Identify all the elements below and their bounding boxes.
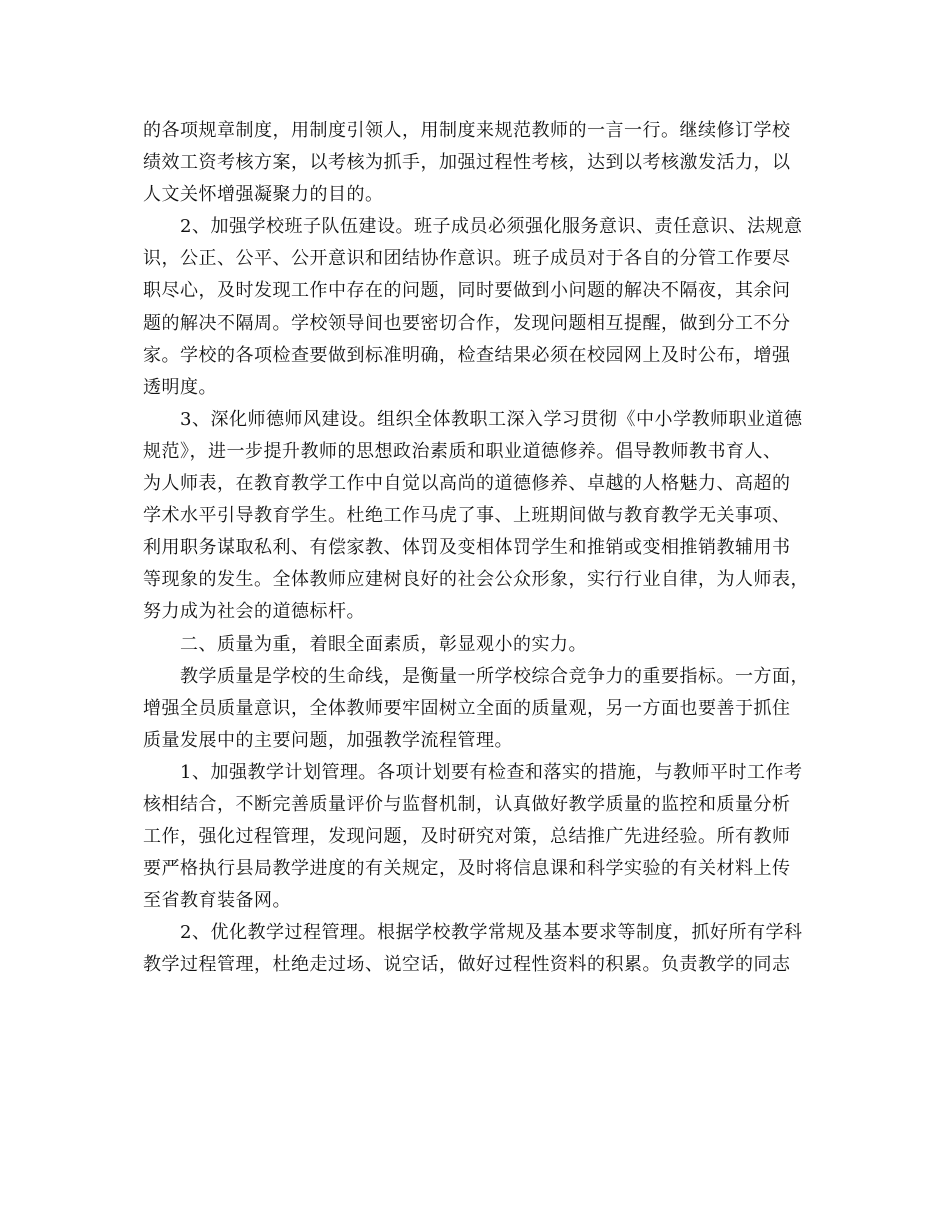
text-line: 规范》，进一步提升教师的思想政治素质和职业道德修养。倡导教师教书育人、 <box>143 440 782 462</box>
text-line: 3、深化师德师风建设。组织全体教职工深入学习贯彻《中小学教师职业道德 <box>180 408 803 430</box>
text-line: 识，公正、公平、公开意识和团结协作意识。班子成员对于各自的分管工作要尽 <box>143 248 791 270</box>
text-line: 努力成为社会的道德标杆。 <box>143 601 365 623</box>
text-line: 要严格执行县局教学进度的有关规定，及时将信息课和科学实验的有关材料上传 <box>143 858 791 880</box>
text-line: 至省教育装备网。 <box>143 890 291 912</box>
text-line: 职尽心，及时发现工作中存在的问题，同时要做到小问题的解决不隔夜，其余问 <box>143 280 791 302</box>
text-line: 教学质量是学校的生命线，是衡量一所学校综合竞争力的重要指标。一方面， <box>180 665 809 687</box>
text-line: 人文关怀增强凝聚力的目的。 <box>143 184 384 206</box>
text-line: 教学过程管理，杜绝走过场、说空话，做好过程性资料的积累。负责教学的同志 <box>143 954 791 976</box>
text-line: 增强全员质量意识，全体教师要牢固树立全面的质量观，另一方面也要善于抓住 <box>143 697 791 719</box>
text-line: 家。学校的各项检查要做到标准明确，检查结果必须在校园网上及时公布，增强 <box>143 344 791 366</box>
text-line: 工作，强化过程管理，发现问题，及时研究对策，总结推广先进经验。所有教师 <box>143 826 791 848</box>
text-line: 二、质量为重，着眼全面素质，彰显观小的实力。 <box>180 633 587 655</box>
text-line: 为人师表，在教育教学工作中自觉以高尚的道德修养、卓越的人格魅力、高超的 <box>143 473 791 495</box>
text-line: 学术水平引导教育学生。杜绝工作马虎了事、上班期间做与教育教学无关事项、 <box>143 505 791 527</box>
text-line: 1、加强教学计划管理。各项计划要有检查和落实的措施，与教师平时工作考 <box>180 761 803 783</box>
text-line: 2、优化教学过程管理。根据学校教学常规及基本要求等制度，抓好所有学科 <box>180 922 803 944</box>
text-line: 绩效工资考核方案，以考核为抓手，加强过程性考核，达到以考核激发活力，以 <box>143 152 791 174</box>
text-line: 质量发展中的主要问题，加强教学流程管理。 <box>143 729 513 751</box>
text-line: 的各项规章制度，用制度引领人，用制度来规范教师的一言一行。继续修订学校 <box>143 120 791 141</box>
text-line: 题的解决不隔周。学校领导间也要密切合作，发现问题相互提醒，做到分工不分 <box>143 312 791 334</box>
text-line: 2、加强学校班子队伍建设。班子成员必须强化服务意识、责任意识、法规意 <box>180 216 803 238</box>
text-line: 透明度。 <box>143 376 217 398</box>
text-line: 利用职务谋取私利、有偿家教、体罚及变相体罚学生和推销或变相推销教辅用书 <box>143 537 791 559</box>
text-line: 核相结合，不断完善质量评价与监督机制，认真做好教学质量的监控和质量分析 <box>143 793 791 815</box>
document-body <box>143 115 809 982</box>
text-line: 等现象的发生。全体教师应建树良好的社会公众形象，实行行业自律，为人师表， <box>143 569 809 591</box>
